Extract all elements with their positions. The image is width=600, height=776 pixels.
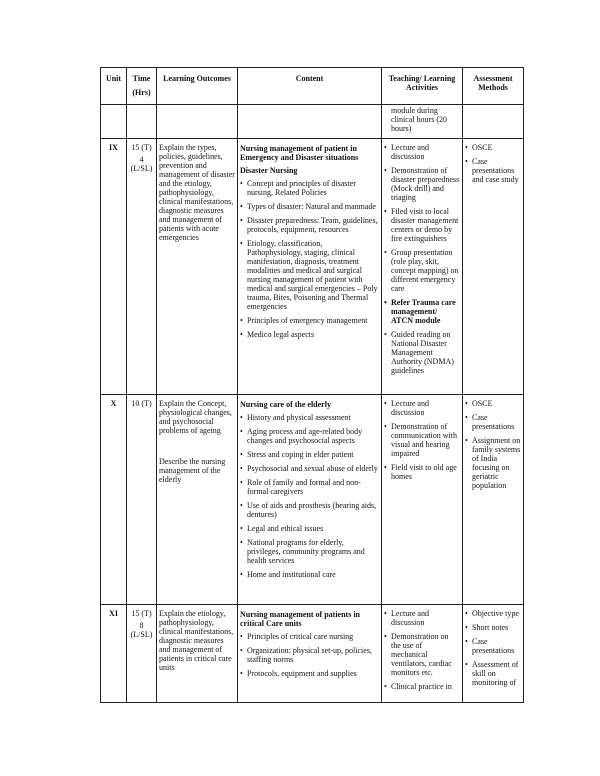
assessment-item: • Objective type: [465, 609, 521, 618]
teaching-item: • Demonstration on the use of mechanical ventilators, cardiac monitors etc.: [384, 632, 460, 677]
content-item: • Medico legal aspects: [240, 330, 379, 339]
table-row: [101, 605, 524, 703]
header-unit: Unit: [101, 68, 127, 105]
assessment-cell: [463, 395, 524, 605]
header-content: Content: [238, 68, 382, 105]
content-item: • Organization: physical set-up, policies, staffing norms: [240, 646, 379, 664]
content-item: • Etiology, classification, Pathophysiology, staging, clinical manifestation, diagnosis, treatment modalities and medical and surgical nursing management of patient with medical and surgical emergencies – Poly trauma, Bites, Poisoning and Thermal emergencies: [240, 239, 379, 311]
content-item: • Stress and coping in elder patient: [240, 450, 379, 459]
time-theory: 15 (T): [131, 609, 152, 618]
content-item: • Principles of critical care nursing: [240, 632, 379, 641]
teaching-cell: [382, 605, 463, 703]
continuation-teaching: [382, 105, 463, 139]
content-item: • Types of disaster: Natural and manmade: [240, 202, 379, 211]
content-list: [240, 179, 379, 339]
content-item: • Disaster preparedness: Team, guidelines, protocols, equipment, resources: [240, 216, 379, 234]
content-list: [240, 413, 379, 579]
teaching-item: • Lecture and discussion: [384, 399, 460, 417]
learning-outcome-text: Explain the etiology, pathophysiology, clinical manifestations, diagnostic measures and management of patients in critical care units: [159, 609, 234, 672]
assessment-item: • Case presentations: [465, 413, 521, 431]
teaching-item: • Refer Trauma care management/ ATCN module: [384, 298, 460, 325]
content-item: • Role of family and formal and non-formal caregivers: [240, 478, 379, 496]
unit-cell: IX: [101, 139, 127, 395]
teaching-item: • Filed visit to local disaster management centers or demo by fire extinguishers: [384, 207, 460, 243]
header-learning-outcomes: Learning Outcomes: [157, 68, 238, 105]
content-list: [240, 632, 379, 678]
content-item: • Aging process and age-related body changes and psychosocial aspects: [240, 427, 379, 445]
content-item: • Principles of emergency management: [240, 316, 379, 325]
content-cell: [238, 139, 382, 395]
header-time-unit: (Hrs): [132, 88, 151, 97]
learning-outcome-text: Explain the types, policies, guidelines, prevention and management of disaster and the etiology, pathophysiology, clinical manifestations, diagnostic measures and management of patients with acute emergencies: [159, 143, 235, 242]
continuation-teaching-text: module during clinical hours (20 hours): [391, 106, 447, 133]
learning-outcomes-cell: [157, 395, 238, 605]
content-item: • History and physical assessment: [240, 413, 379, 422]
content-title: Nursing management of patients in critical Care units: [240, 610, 361, 628]
teaching-item: • Guided reading on National Disaster Management Authority (NDMA) guidelines: [384, 330, 460, 375]
assessment-cell: [463, 605, 524, 703]
teaching-list: [384, 143, 460, 375]
content-item: • Home and institutional care: [240, 570, 379, 579]
assessment-cell: [463, 139, 524, 395]
learning-outcome-text: Explain the Concept, physiological changes, and psychosocial problems of ageing: [159, 399, 232, 435]
content-item: • Psychosocial and sexual abuse of elderly: [240, 464, 379, 473]
teaching-item: • Clinical practice in: [384, 682, 460, 691]
unit-cell: X: [101, 395, 127, 605]
unit-cell: XI: [101, 605, 127, 703]
curriculum-page: [100, 67, 523, 703]
teaching-item: • Lecture and discussion: [384, 609, 460, 627]
assessment-item: • Assignment on family systems of India focusing on geriatric population: [465, 436, 521, 490]
assessment-item: • OSCE: [465, 143, 521, 152]
table-row: [101, 139, 524, 395]
learning-outcomes-cell: [157, 139, 238, 395]
content-item: • Protocols, equipment and supplies: [240, 669, 379, 678]
teaching-cell: [382, 395, 463, 605]
content-subtitle: Disaster Nursing: [240, 166, 298, 175]
assessment-item: • OSCE: [465, 399, 521, 408]
assessment-item: • Assessment of skill on monitoring of: [465, 660, 521, 687]
assessment-item: • Case presentations and case study: [465, 157, 521, 184]
table-row: [101, 395, 524, 605]
time-theory: 15 (T): [131, 143, 152, 152]
time-cell: [127, 395, 157, 605]
time-cell: [127, 139, 157, 395]
teaching-item: • Field visit to old age homes: [384, 463, 460, 481]
learning-outcome-text: Describe the nursing management of the elderly: [159, 457, 226, 484]
content-cell: [238, 605, 382, 703]
header-assessment-methods: Assessment Methods: [463, 68, 524, 105]
learning-outcomes-cell: [157, 605, 238, 703]
header-time-label: Time: [132, 74, 151, 83]
assessment-list: [465, 143, 521, 184]
header-teaching-activities: Teaching/ Learning Activities: [382, 68, 463, 105]
teaching-item: • Demonstration of communication with visual and hearing impaired: [384, 422, 460, 458]
teaching-item: • Group presentation (role play, skit, concept mapping) on different emergency care: [384, 248, 460, 293]
time-lab: 8 (L/SL): [130, 621, 153, 639]
teaching-item: • Lecture and discussion: [384, 143, 460, 161]
assessment-item: • Short notes: [465, 623, 521, 632]
content-item: • Concept and principles of disaster nursing, Related Policies: [240, 179, 379, 197]
time-cell: [127, 605, 157, 703]
curriculum-table: [100, 67, 524, 703]
content-item: • Legal and ethical issues: [240, 524, 379, 533]
teaching-cell: [382, 139, 463, 395]
assessment-item: • Case presentations: [465, 637, 521, 655]
time-lab: 4 (L/SL): [130, 155, 153, 173]
content-title: Nursing management of patient in Emergency and Disaster situations: [240, 144, 359, 162]
content-cell: [238, 395, 382, 605]
teaching-list: [384, 609, 460, 691]
teaching-item: • Demonstration of disaster preparedness (Mock drill) and triaging: [384, 166, 460, 202]
teaching-list: [384, 399, 460, 481]
time-theory: 10 (T): [131, 399, 152, 408]
content-item: • National programs for elderly, privileges, community programs and health services: [240, 538, 379, 565]
assessment-list: [465, 609, 521, 687]
continuation-row: [101, 105, 524, 139]
assessment-list: [465, 399, 521, 490]
content-item: • Use of aids and prosthesis (hearing aids, dentures): [240, 501, 379, 519]
content-title: Nursing care of the elderly: [240, 400, 331, 409]
header-row: [101, 68, 524, 105]
header-time: [127, 68, 157, 105]
